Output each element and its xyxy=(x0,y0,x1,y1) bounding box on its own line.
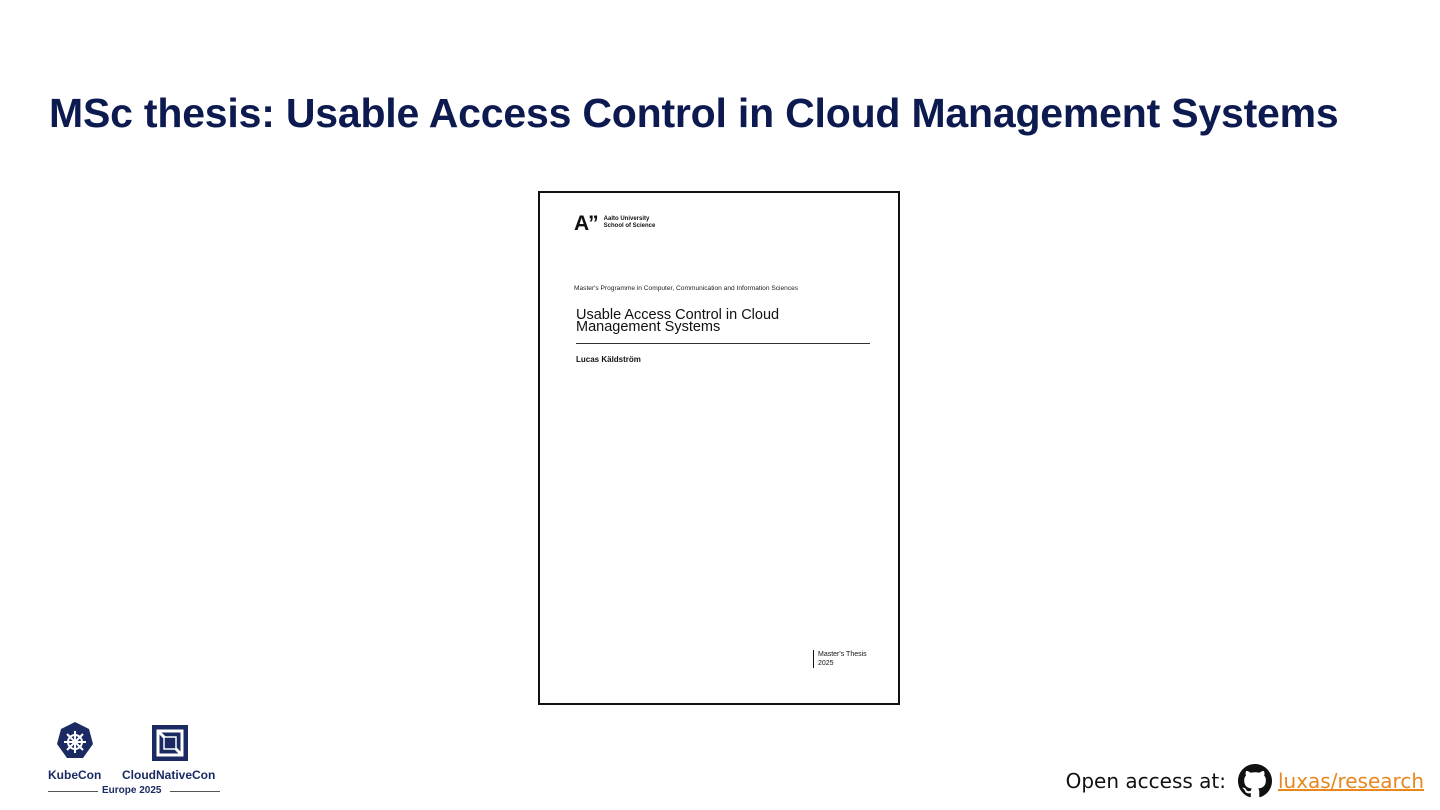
open-access xyxy=(1066,764,1424,798)
edition-divider-right xyxy=(170,791,220,792)
thesis-author: Lucas Käldström xyxy=(576,355,641,364)
event-logos xyxy=(46,718,222,800)
thesis-type: Master's Thesis xyxy=(818,651,867,658)
edition-divider-left xyxy=(48,791,98,792)
thesis-title-line1: Usable Access Control in Cloud xyxy=(576,307,780,323)
university-name: Aalto University xyxy=(603,216,650,222)
github-icon xyxy=(1238,764,1272,798)
slide-title: MSc thesis: Usable Access Control in Cloud Management Systems xyxy=(49,90,1339,136)
event-edition xyxy=(48,784,220,798)
school-name: School of Science xyxy=(603,223,656,229)
thesis-cover-image xyxy=(538,191,900,705)
kubecon-logo-icon xyxy=(56,721,94,761)
thesis-title-line2: Management Systems xyxy=(576,318,721,335)
aalto-logo-mark: A” xyxy=(574,212,598,235)
research-repo-link[interactable]: luxas/research xyxy=(1277,769,1424,793)
open-access-label: Open access at: xyxy=(1065,769,1226,793)
programme-name: Master's Programme in Computer, Communication and Information Sciences xyxy=(574,285,799,292)
kubecon-label: KubeCon xyxy=(48,768,102,782)
thesis-type-block xyxy=(813,650,867,668)
cloudnativecon-logo-icon xyxy=(152,725,188,761)
event-edition-label: Europe 2025 xyxy=(102,785,162,796)
thesis-title xyxy=(576,307,876,335)
cloudnativecon-label: CloudNativeCon xyxy=(122,768,216,782)
title-divider xyxy=(576,343,870,344)
thesis-year: 2025 xyxy=(818,660,834,667)
aalto-logo xyxy=(574,213,655,235)
